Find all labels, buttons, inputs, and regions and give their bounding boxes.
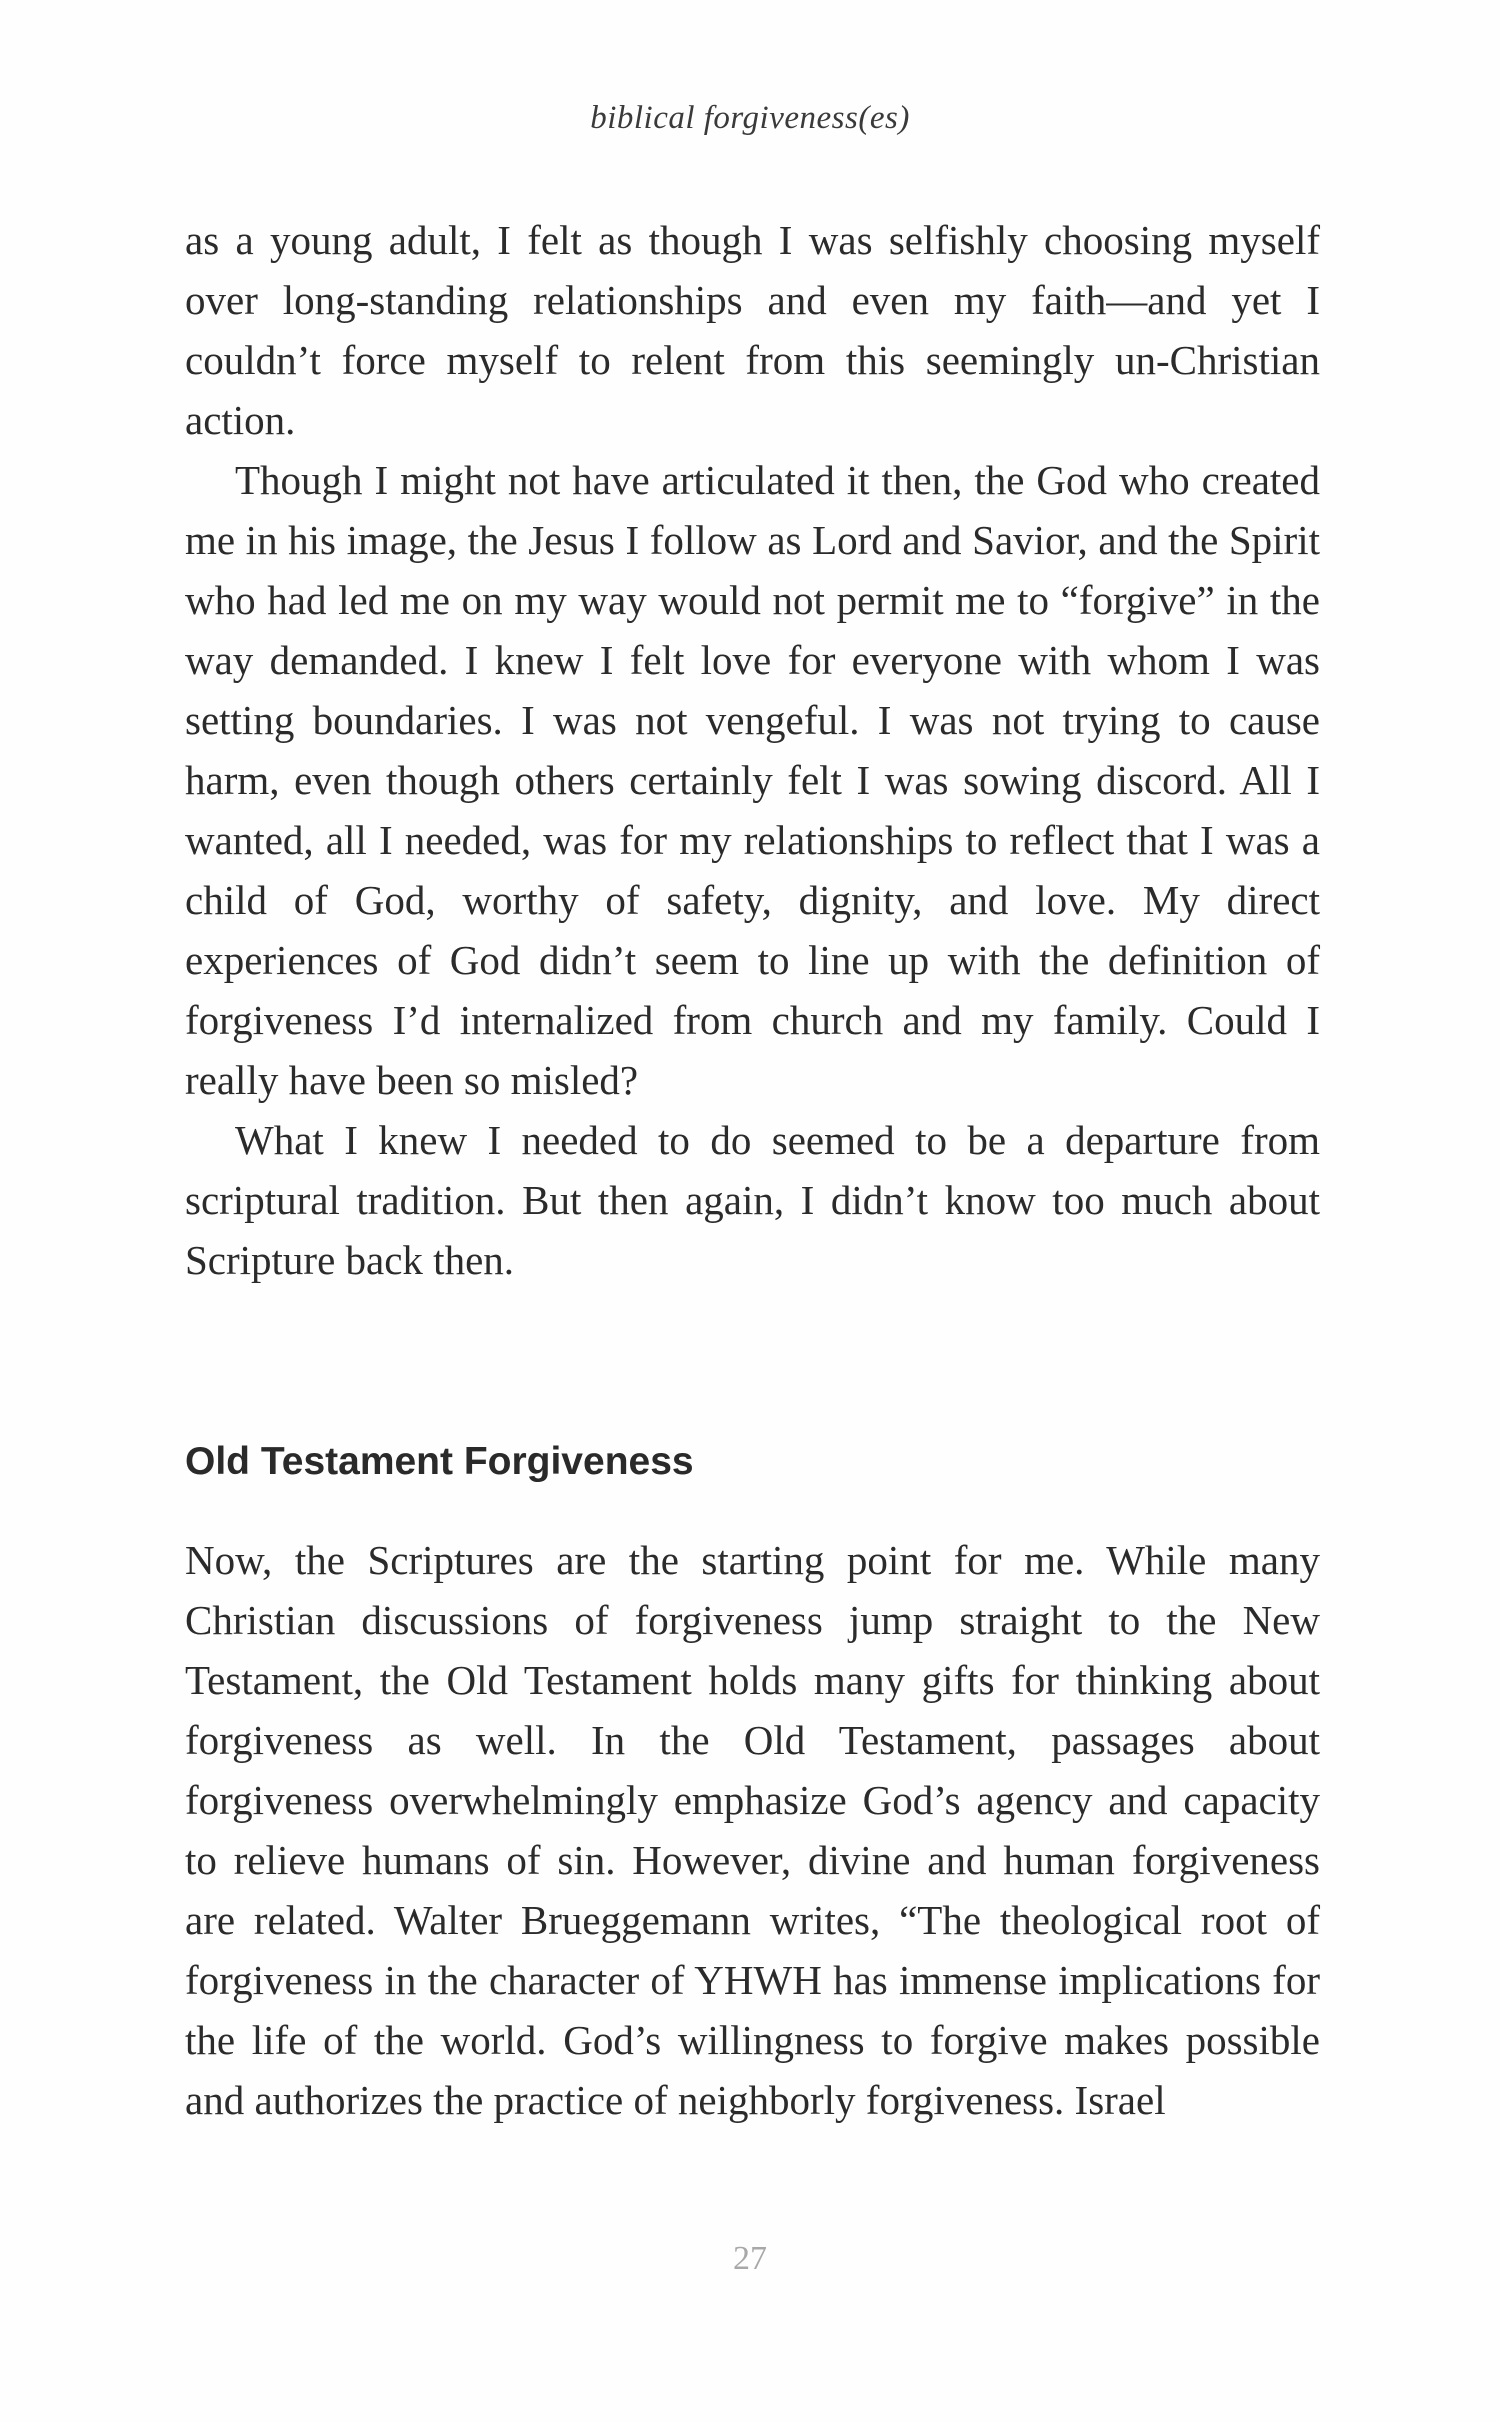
section-heading: Old Testament Forgiveness (185, 1440, 694, 1483)
paragraph-2: Though I might not have articulated it then, the God who created me in his image, the Jesus I follow as Lord and Savior, and the Spirit who had led me on my way would not permit me to “forgive” in the way demanded. I knew I felt love for everyone with whom I was setting boundaries. I was not vengeful. I was not trying to cause harm, even though others certainly felt I was sowing discord. All I wanted, all I needed, was for my relationships to reflect that I was a child of God, worthy of safety, dignity, and love. My direct experiences of God didn’t seem to line up with the definition of forgiveness I’d internalized from church and my family. Could I really have been so misled? (185, 457, 1320, 1103)
page-number: 27 (733, 2240, 767, 2277)
running-head: biblical forgiveness(es) (590, 100, 910, 136)
section-paragraph: Now, the Scriptures are the starting point for me. While many Christian discussions of forgiveness jump straight to the New Testament, the Old Testament holds many gifts for thinking about forgiveness as well. In the Old Testament, passages about forgiveness overwhelmingly emphasize God’s agency and capacity to relieve humans of sin. However, divine and human forgiveness are related. Walter Brueggemann writes, “The theological root of forgiveness in the character of YHWH has immense implications for the life of the world. God’s willingness to forgive makes possible and authorizes the practice of neighborly forgiveness. Israel (185, 1537, 1320, 2123)
paragraph-1: as a young adult, I felt as though I was selfishly choosing myself over long-standing relationships and even my faith—and yet I couldn’t force myself to relent from this seemingly un-Christian action. (185, 217, 1320, 443)
paragraph-3: What I knew I needed to do seemed to be a departure from scriptural tradition. But then again, I didn’t know too much about Scripture back then. (185, 1117, 1320, 1283)
section-body-text (185, 1530, 1320, 2130)
body-text (185, 210, 1320, 1290)
